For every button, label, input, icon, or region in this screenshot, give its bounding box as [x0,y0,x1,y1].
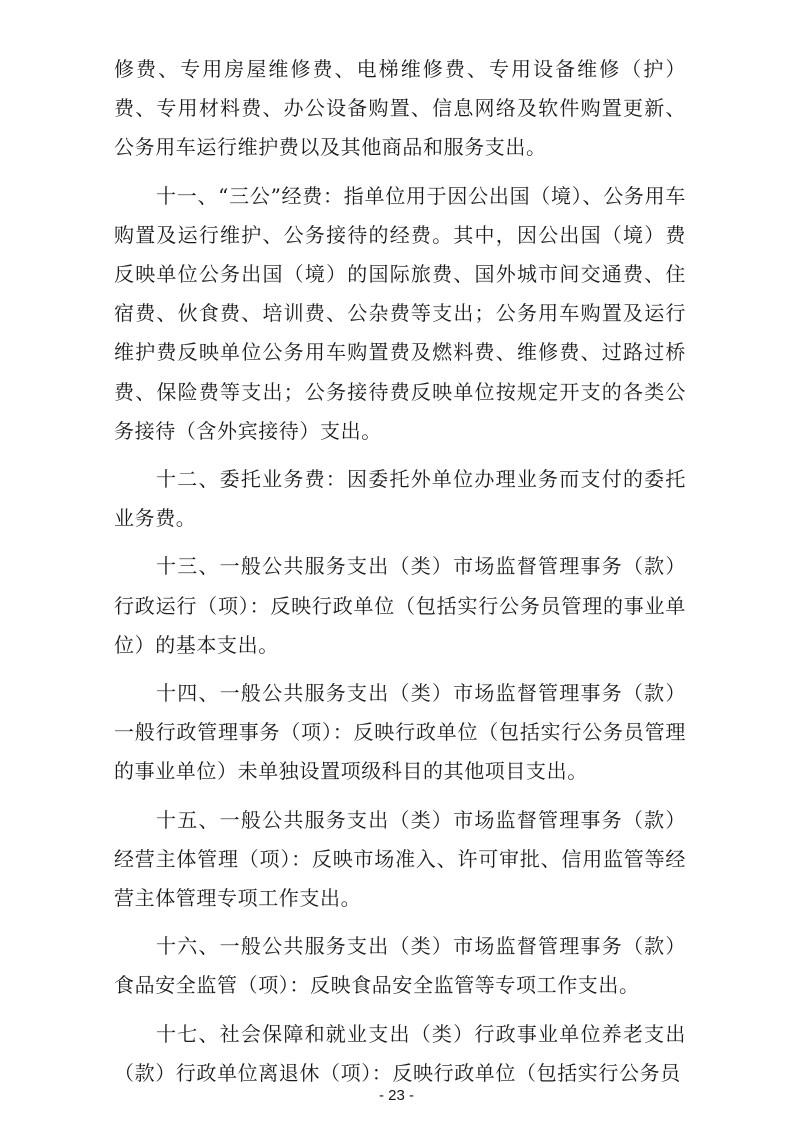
paragraph-twelve: 十二、委托业务费：因委托外单位办理业务而支付的委托业务费。 [114,467,686,531]
paragraph-seventeen: 十七、社会保障和就业支出（类）行政事业单位养老支出（款）行政单位离退休（项）：反映行政单位（包括实行公务员 [114,1021,686,1085]
paragraph-continued: 修费、专用房屋维修费、电梯维修费、专用设备维修（护）费、专用材料费、办公设备购置、信息网络及软件购置更新、公务用车运行维护费以及其他商品和服务支出。 [114,57,686,160]
document-body [114,50,686,1102]
paragraph-thirteen: 十三、一般公共服务支出（类）市场监督管理事务（款）行政运行（项）：反映行政单位（包括实行公务员管理的事业单位）的基本支出。 [114,554,686,657]
paragraph-sixteen: 十六、一般公共服务支出（类）市场监督管理事务（款）食品安全监管（项）：反映食品安全监管等专项工作支出。 [114,934,686,998]
paragraph-fifteen: 十五、一般公共服务支出（类）市场监督管理事务（款）经营主体管理（项）：反映市场准入、许可审批、信用监管等经营主体管理专项工作支出。 [114,807,686,911]
page-number: - 23 - [378,1087,414,1104]
paragraph-fourteen: 十四、一般公共服务支出（类）市场监督管理事务（款）一般行政管理事务（项）：反映行政单位（包括实行公务员管理的事业单位）未单独设置项级科目的其他项目支出。 [114,681,686,784]
paragraph-eleven: 十一、“三公”经费：指单位用于因公出国（境）、公务用车购置及运行维护、公务接待的经费。其中，因公出国（境）费反映单位公务出国（境）的国际旅费、国外城市间交通费、住宿费、伙食费、培训费、公杂费等支出；公务用车购置及运行维护费反映单位公务用车购置费及燃料费、维修费、过路过桥费、保险费等支出；公务接待费反映单位按规定开支的各类公务接待（含外宾接待）支出。 [114,183,686,443]
